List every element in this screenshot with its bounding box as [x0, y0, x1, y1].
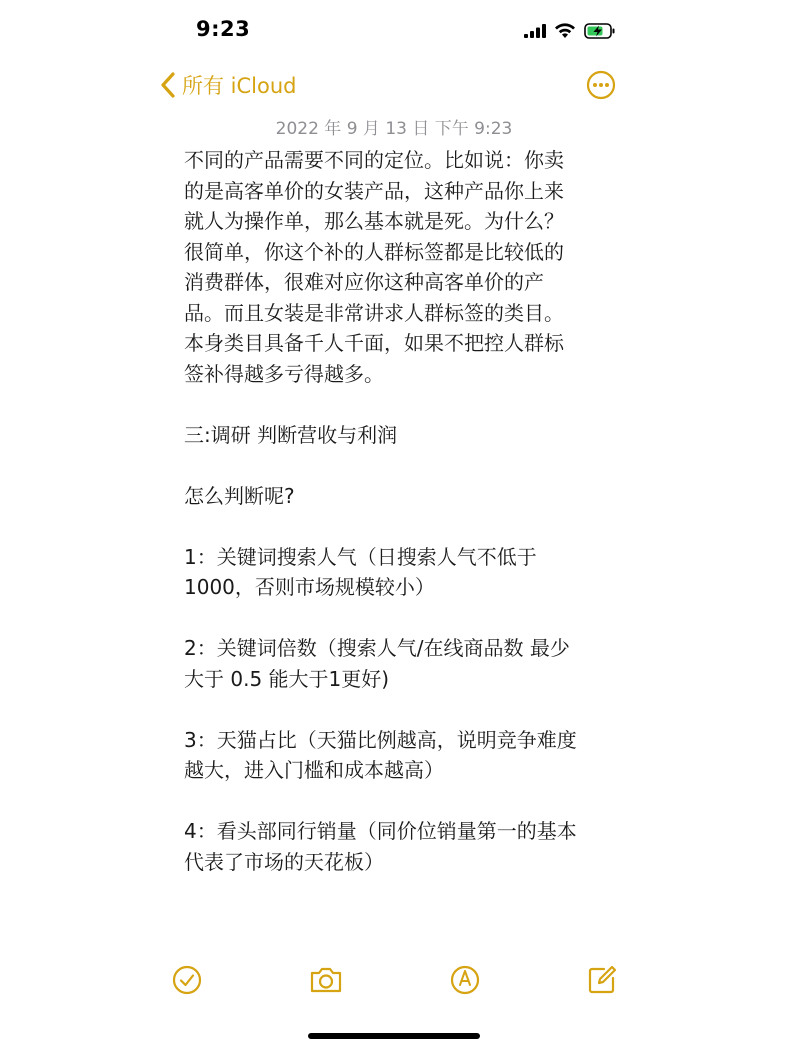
compose-button[interactable]: [586, 964, 618, 996]
markup-pen-icon: [449, 964, 481, 996]
note-line: 4：看头部同行销量（同价位销量第一的基本: [184, 819, 577, 843]
note-line: 很简单，你这个补的人群标签都是比较低的: [184, 239, 564, 264]
note-line: 越大，进入门槛和成本越高）: [184, 758, 444, 782]
checklist-button[interactable]: [171, 964, 203, 996]
note-line: 本身类目具备千人千面，如果不把控人群标: [184, 331, 564, 355]
note-line: 签补得越多亏得越多。: [184, 361, 384, 386]
note-line: 代表了市场的天花板）: [184, 849, 384, 874]
camera-button[interactable]: [308, 964, 344, 996]
note-line: [184, 694, 614, 725]
ellipsis-circle-icon: [586, 70, 616, 100]
note-line: 不同的产品需要不同的定位。比如说：你卖: [184, 148, 564, 172]
note-line: [184, 389, 614, 420]
note-line: 消费群体，很难对应你这种高客单价的产: [184, 270, 544, 294]
status-icons: [524, 20, 616, 42]
camera-icon: [308, 964, 344, 996]
note-line: [184, 511, 614, 542]
note-line: 3：天猫占比（天猫比例越高，说明竞争难度: [184, 727, 577, 752]
note-line: 1：关键词搜索人气（日搜索人气不低于: [184, 544, 537, 569]
back-button[interactable]: [160, 70, 297, 100]
battery-charging-icon: [584, 23, 616, 39]
wifi-icon: [554, 23, 576, 39]
cellular-signal-icon: [524, 24, 546, 38]
note-line: 的是高客单价的女装产品，这种产品你上来: [184, 178, 564, 203]
note-line: 大于 0.5 能大于1更好): [184, 666, 390, 691]
note-date: 2022 年 9 月 13 日 下午 9:23: [275, 119, 513, 139]
note-line: 1000，否则市场规模较小）: [184, 575, 435, 599]
back-button-label: 所有 iCloud: [182, 74, 297, 98]
more-options-button[interactable]: [586, 70, 616, 100]
note-line: 2：关键词倍数（搜索人气/在线商品数 最少: [184, 636, 570, 660]
checklist-icon: [171, 964, 203, 996]
note-line: 就人为操作单，那么基本就是死。为什么？: [184, 209, 564, 233]
chevron-left-icon: [160, 72, 176, 98]
home-indicator[interactable]: [308, 1033, 480, 1039]
note-line: 怎么判断呢?: [184, 483, 295, 508]
note-line: [184, 450, 614, 481]
note-body[interactable]: [184, 145, 614, 877]
status-time: 9:23: [196, 17, 251, 41]
note-line: [184, 786, 614, 817]
note-line: 品。而且女装是非常讲求人群标签的类目。: [184, 300, 564, 325]
compose-icon: [586, 964, 618, 996]
markup-button[interactable]: [449, 964, 481, 996]
note-line: [184, 603, 614, 634]
note-line: 三:调研 判断营收与利润: [184, 422, 398, 447]
